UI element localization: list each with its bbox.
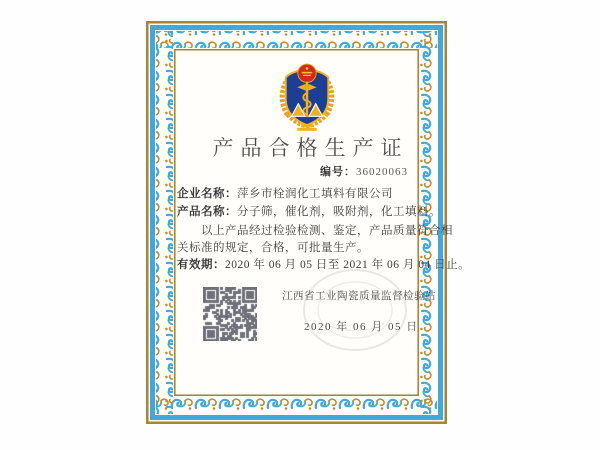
validity-label: 有效期： — [177, 259, 225, 271]
validity-value: 2020 年 06 月 05 日至 2021 年 06 月 04 日止。 — [225, 259, 471, 271]
certificate-title: 产品合格生产证 — [212, 136, 409, 160]
issuing-authority: 江西省工业陶瓷质量监督检验站 — [282, 291, 436, 302]
issue-date: 2020 年 06 月 05 日 — [304, 321, 419, 333]
statement-line-1: 以上产品经过检验检测、鉴定，产品质量符合相 — [201, 225, 453, 237]
product-name-value: 分子筛，催化剂，吸附剂，化工填料。 — [237, 206, 441, 218]
statement-line-2: 关标准的规定，合格，可批量生产。 — [177, 242, 369, 254]
product-name-row — [177, 203, 441, 219]
certificate-content — [146, 21, 471, 424]
serial-number-row — [320, 163, 408, 179]
quality-supervision-emblem-icon — [278, 59, 336, 133]
product-name-label: 产品名称： — [177, 206, 237, 218]
certificate — [146, 21, 471, 424]
qr-code — [203, 287, 257, 341]
enterprise-name-label: 企业名称： — [177, 188, 237, 200]
enterprise-name-row — [177, 185, 421, 201]
serial-number: 36020063 — [356, 166, 408, 178]
enterprise-name-value: 萍乡市栓润化工填料有限公司 — [237, 188, 393, 200]
faint-seal-icon — [298, 263, 412, 357]
serial-label: 编号： — [320, 166, 356, 178]
